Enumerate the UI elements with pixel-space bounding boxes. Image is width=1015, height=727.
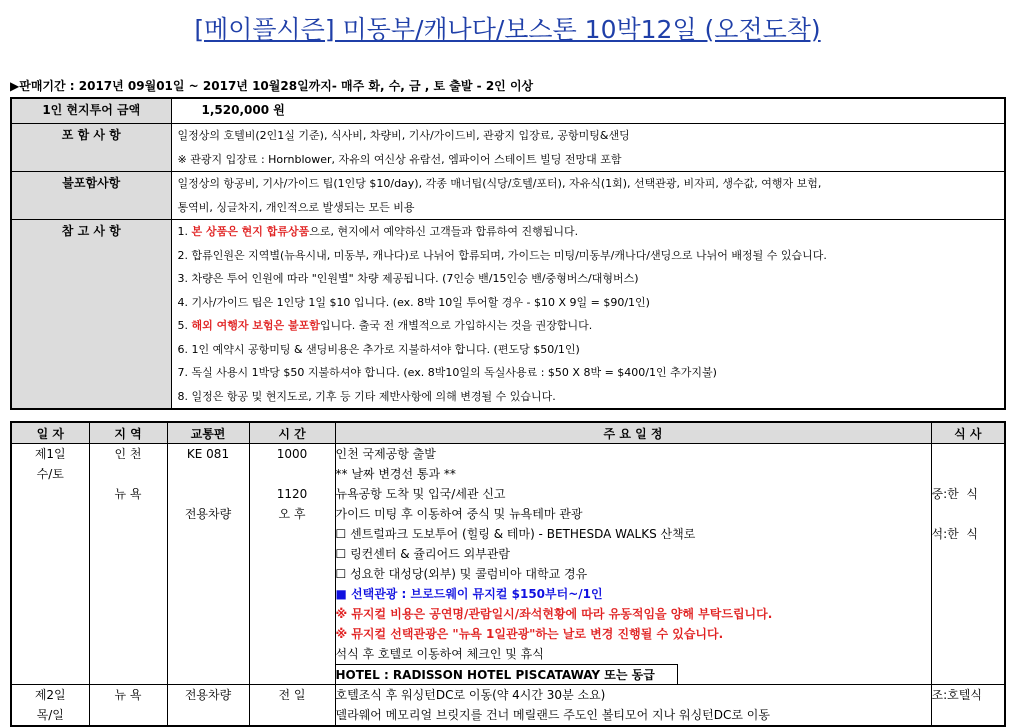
time-cell — [249, 685, 335, 727]
schedule-row-day2 — [11, 685, 1005, 727]
note-item: 3. 차량은 투어 인원에 따라 "인원별" 차량 제공됩니다. (7인승 밴/15인승 밴/중형버스/대형버스) — [177, 272, 639, 285]
meal-cell — [931, 444, 1005, 685]
option-tour-line: ■ 선택관광 : 브로드웨이 뮤지컬 $150부터~/1인 — [335, 587, 603, 601]
price-label: 1인 현지투어 금액 — [11, 98, 171, 124]
price-value: 1,520,000 원 — [171, 98, 1005, 124]
region-text: 뉴 욕 — [114, 487, 142, 501]
include-line: ※ 관광지 입장료 : Hornblower, 자유의 여신상 유람선, 엠파이어 스테이트 빌딩 전망대 포함 — [177, 152, 622, 166]
col-header-day: 일 자 — [11, 422, 89, 444]
page-title: [메이플시즌] 미동부/캐나다/보스톤 10박12일 (오전도착) — [194, 15, 821, 44]
note-item: 2. 합류인원은 지역별(뉴욕시내, 미동부, 캐나다)로 나뉘어 합류되며, 가이드는 미팅/미동부/캐나다/샌딩으로 나뉘어 배정될 수 있습니다. — [177, 248, 827, 262]
exclude-line: 통역비, 싱글차지, 개인적으로 발생되는 모든 비용 — [177, 200, 415, 214]
itinerary-line: ** 날짜 변경선 통과 ** — [335, 467, 456, 481]
note-item: 4. 기사/가이드 팁은 1인당 1일 $10 입니다. (ex. 8박 10일 투어할 경우 - $10 X 9일 = $90/1인) — [177, 295, 650, 309]
schedule-table — [10, 421, 1006, 727]
schedule-header-row — [11, 422, 1005, 444]
itinerary-cell — [335, 685, 931, 727]
transport-text: 전용차량 — [184, 688, 232, 702]
hotel-line: HOTEL : RADISSON HOTEL PISCATAWAY 또는 동급 — [336, 664, 678, 684]
col-header-meal: 식 사 — [931, 422, 1005, 444]
exclude-cell — [171, 172, 1005, 220]
meal-text: 중:한 식 — [931, 487, 978, 501]
itinerary-line: 가이드 미팅 후 이동하여 중식 및 뉴욕테마 관광 — [335, 507, 583, 521]
time-text: 1000 — [276, 447, 308, 461]
col-header-itinerary: 주 요 일 정 — [335, 422, 931, 444]
note-item — [178, 314, 999, 338]
itinerary-line: 석식 후 호텔로 이동하여 체크인 및 휴식 — [335, 647, 544, 661]
region-text: 인 천 — [114, 447, 142, 461]
time-cell — [249, 444, 335, 685]
sale-period: ▶판매기간 : 2017년 09월01일 ~ 2017년 10월28일까지- 매주 화, 수, 금 , 토 출발 - 2인 이상 — [10, 79, 534, 93]
note-text: 으로, 현지에서 예약하신 고객들과 합류하여 진행됩니다. — [309, 225, 579, 238]
note-item: 7. 독실 사용시 1박당 $50 지불하셔야 합니다. (ex. 8박10일의 독실사용료 : $50 X 8박 = $400/1인 추가지불) — [177, 366, 717, 379]
day-weekday: 수/토 — [36, 467, 64, 481]
meal-cell — [931, 685, 1005, 727]
note-number: 5. — [177, 319, 192, 332]
note-item — [178, 220, 999, 244]
note-highlight: 해외 여행자 보험은 불포함 — [191, 319, 320, 332]
meal-text: 석:한 식 — [931, 527, 978, 541]
itinerary-line: 인천 국제공항 출발 — [335, 447, 436, 461]
transport-text: KE 081 — [186, 447, 230, 461]
note-highlight: 본 상품은 현지 합류상품 — [191, 225, 310, 238]
transport-cell — [167, 444, 249, 685]
exclude-row — [11, 172, 1005, 220]
day-weekday: 목/일 — [36, 708, 64, 722]
note-item: 8. 일정은 항공 및 현지도로, 기후 등 기타 제반사항에 의해 변경될 수 있습니다. — [177, 389, 556, 403]
time-text: 오 후 — [278, 507, 306, 521]
itinerary-line: 델라웨어 메모리얼 브릿지를 건너 메릴랜드 주도인 볼티모어 지나 워싱턴DC로 이동 — [335, 708, 770, 722]
note-item: 6. 1인 예약시 공항미팅 & 샌딩비용은 추가로 지불하셔야 합니다. (편도당 $50/1인) — [177, 342, 580, 356]
note-text: 입니다. 출국 전 개별적으로 가입하시는 것을 권장합니다. — [319, 319, 593, 332]
itinerary-line: 호텔조식 후 워싱턴DC로 이동(약 4시간 30분 소요) — [335, 688, 606, 702]
itinerary-line: ☐ 링컨센터 & 쥴리어드 외부관람 — [335, 547, 510, 561]
price-row — [11, 98, 1005, 124]
itinerary-line: ☐ 성요한 대성당(외부) 및 콜럼비아 대학교 경유 — [335, 567, 588, 581]
time-text: 전 일 — [278, 688, 306, 702]
exclude-line: 일정상의 항공비, 기사/가이드 팁(1인당 $10/day), 각종 매너팁(식당/호텔/포터), 자유식(1회), 선택관광, 비자피, 생수값, 여행자 보험, — [177, 177, 822, 190]
exclude-label: 불포함사항 — [11, 172, 171, 220]
region-cell — [89, 685, 167, 727]
include-label: 포 함 사 항 — [11, 124, 171, 172]
include-line: 일정상의 호텔비(2인1실 기준), 식사비, 차량비, 기사/가이드비, 관광지 입장료, 공항미팅&샌딩 — [177, 129, 630, 142]
warning-line: ※ 뮤지컬 선택관광은 "뉴욕 1일관광"하는 날로 변경 진행될 수 있습니다. — [335, 627, 724, 641]
time-text: 1120 — [276, 487, 308, 501]
schedule-row-day1 — [11, 444, 1005, 685]
transport-text: 전용차량 — [184, 507, 232, 521]
info-table — [10, 97, 1006, 410]
day-number: 제1일 — [34, 447, 66, 461]
include-row — [11, 124, 1005, 172]
itinerary-line: 뉴욕공항 도착 및 입국/세관 신고 — [335, 487, 506, 501]
meal-text: 조:호텔식 — [931, 688, 982, 702]
col-header-transport: 교통편 — [167, 422, 249, 444]
notes-row — [11, 220, 1005, 410]
warning-line: ※ 뮤지컬 비용은 공연명/관람일시/좌석현황에 따라 유동적임을 양해 부탁드립니다. — [335, 607, 773, 621]
include-cell — [171, 124, 1005, 172]
notes-cell — [171, 220, 1005, 410]
col-header-time: 시 간 — [249, 422, 335, 444]
day-cell — [11, 444, 89, 685]
region-cell — [89, 444, 167, 685]
day-number: 제2일 — [34, 688, 66, 702]
region-text: 뉴 욕 — [114, 688, 142, 702]
day-cell — [11, 685, 89, 727]
col-header-region: 지 역 — [89, 422, 167, 444]
note-number: 1. — [177, 225, 192, 238]
itinerary-line: ☐ 센트럴파크 도보투어 (힐링 & 테마) - BETHESDA WALKS 산책로 — [335, 527, 696, 541]
transport-cell — [167, 685, 249, 727]
notes-label: 참 고 사 항 — [11, 220, 171, 410]
itinerary-cell — [335, 444, 931, 685]
